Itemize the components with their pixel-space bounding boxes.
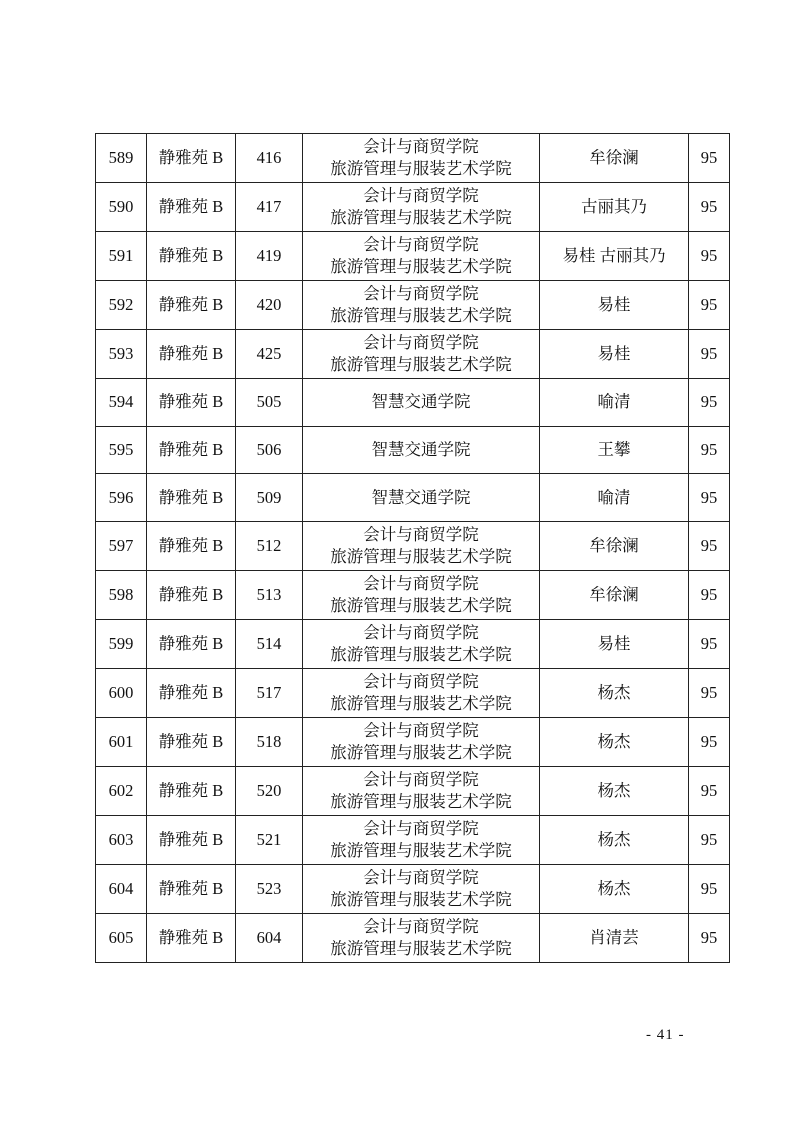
college-line: 旅游管理与服装艺术学院 [330, 694, 512, 714]
person-cell: 肖清芸 [540, 914, 689, 963]
building-cell: 静雅苑 B [147, 571, 236, 620]
college-line: 会计与商贸学院 [363, 137, 479, 156]
college-line: 智慧交通学院 [371, 392, 471, 412]
person-cell: 喻清 [540, 474, 689, 522]
college-cell [303, 865, 540, 914]
college-line: 旅游管理与服装艺术学院 [330, 547, 512, 567]
table-row [96, 232, 730, 281]
college-cell [303, 474, 540, 522]
table-row [96, 183, 730, 232]
row-number-cell: 592 [96, 281, 147, 330]
table-body [96, 134, 730, 963]
college-cell [303, 379, 540, 427]
college-line: 旅游管理与服装艺术学院 [330, 792, 512, 812]
row-number-cell: 602 [96, 767, 147, 816]
room-cell: 514 [236, 620, 303, 669]
college-line: 会计与商贸学院 [363, 186, 479, 205]
building-cell: 静雅苑 B [147, 914, 236, 963]
college-cell [303, 330, 540, 379]
college-line: 旅游管理与服装艺术学院 [330, 890, 512, 910]
building-cell: 静雅苑 B [147, 281, 236, 330]
college-line: 旅游管理与服装艺术学院 [330, 306, 512, 325]
room-cell: 517 [236, 669, 303, 718]
room-cell: 505 [236, 379, 303, 427]
score-cell: 95 [689, 330, 730, 379]
building-cell: 静雅苑 B [147, 767, 236, 816]
college-cell [303, 718, 540, 767]
row-number-cell: 599 [96, 620, 147, 669]
room-cell: 416 [236, 134, 303, 183]
college-line: 旅游管理与服装艺术学院 [330, 257, 512, 276]
building-cell: 静雅苑 B [147, 474, 236, 522]
college-cell [303, 134, 540, 183]
row-number-cell: 605 [96, 914, 147, 963]
college-line: 会计与商贸学院 [363, 770, 479, 790]
building-cell: 静雅苑 B [147, 330, 236, 379]
score-cell: 95 [689, 426, 730, 474]
college-line: 会计与商贸学院 [363, 721, 479, 741]
row-number-cell: 600 [96, 669, 147, 718]
row-number-cell: 603 [96, 816, 147, 865]
room-cell: 420 [236, 281, 303, 330]
score-cell: 95 [689, 232, 730, 281]
table-row [96, 718, 730, 767]
college-line: 旅游管理与服装艺术学院 [330, 355, 512, 374]
table-row [96, 571, 730, 620]
room-cell: 417 [236, 183, 303, 232]
college-line: 会计与商贸学院 [363, 868, 479, 888]
college-cell [303, 426, 540, 474]
table-row [96, 865, 730, 914]
row-number-cell: 596 [96, 474, 147, 522]
college-cell [303, 232, 540, 281]
college-line: 旅游管理与服装艺术学院 [330, 939, 512, 959]
person-cell: 易桂 [540, 330, 689, 379]
table-row [96, 474, 730, 522]
score-cell: 95 [689, 183, 730, 232]
college-line: 旅游管理与服装艺术学院 [330, 596, 512, 616]
building-cell: 静雅苑 B [147, 134, 236, 183]
row-number-cell: 593 [96, 330, 147, 379]
table-row [96, 767, 730, 816]
person-cell: 古丽其乃 [540, 183, 689, 232]
row-number-cell: 591 [96, 232, 147, 281]
college-cell [303, 522, 540, 571]
person-cell: 杨杰 [540, 816, 689, 865]
page-number: - 41 - [646, 1027, 685, 1043]
room-cell: 520 [236, 767, 303, 816]
dormitory-score-table [95, 133, 730, 963]
college-cell [303, 767, 540, 816]
score-cell: 95 [689, 134, 730, 183]
row-number-cell: 597 [96, 522, 147, 571]
person-cell: 杨杰 [540, 718, 689, 767]
row-number-cell: 594 [96, 379, 147, 427]
building-cell: 静雅苑 B [147, 718, 236, 767]
table-row [96, 620, 730, 669]
person-cell: 牟徐澜 [540, 571, 689, 620]
building-cell: 静雅苑 B [147, 620, 236, 669]
table-row [96, 134, 730, 183]
college-line: 会计与商贸学院 [363, 284, 479, 303]
row-number-cell: 601 [96, 718, 147, 767]
score-cell: 95 [689, 816, 730, 865]
score-cell: 95 [689, 620, 730, 669]
building-cell: 静雅苑 B [147, 816, 236, 865]
score-cell: 95 [689, 281, 730, 330]
room-cell: 523 [236, 865, 303, 914]
college-line: 旅游管理与服装艺术学院 [330, 208, 512, 227]
college-cell [303, 571, 540, 620]
college-line: 会计与商贸学院 [363, 672, 479, 692]
college-line: 会计与商贸学院 [363, 333, 479, 352]
college-cell [303, 281, 540, 330]
person-cell: 杨杰 [540, 767, 689, 816]
college-cell [303, 816, 540, 865]
college-line: 旅游管理与服装艺术学院 [330, 743, 512, 763]
score-cell: 95 [689, 669, 730, 718]
row-number-cell: 598 [96, 571, 147, 620]
person-cell: 王攀 [540, 426, 689, 474]
building-cell: 静雅苑 B [147, 183, 236, 232]
college-cell [303, 669, 540, 718]
room-cell: 604 [236, 914, 303, 963]
table-row [96, 669, 730, 718]
college-line: 旅游管理与服装艺术学院 [330, 159, 512, 178]
row-number-cell: 595 [96, 426, 147, 474]
table-row [96, 330, 730, 379]
person-cell: 牟徐澜 [540, 522, 689, 571]
college-line: 会计与商贸学院 [363, 525, 479, 545]
college-line: 旅游管理与服装艺术学院 [330, 645, 512, 665]
score-cell: 95 [689, 522, 730, 571]
score-cell: 95 [689, 718, 730, 767]
building-cell: 静雅苑 B [147, 426, 236, 474]
room-cell: 513 [236, 571, 303, 620]
room-cell: 509 [236, 474, 303, 522]
table-row [96, 914, 730, 963]
table-row [96, 281, 730, 330]
row-number-cell: 590 [96, 183, 147, 232]
college-line: 会计与商贸学院 [363, 574, 479, 594]
person-cell: 杨杰 [540, 865, 689, 914]
room-cell: 425 [236, 330, 303, 379]
table-row [96, 816, 730, 865]
college-cell [303, 914, 540, 963]
building-cell: 静雅苑 B [147, 522, 236, 571]
score-cell: 95 [689, 767, 730, 816]
building-cell: 静雅苑 B [147, 865, 236, 914]
building-cell: 静雅苑 B [147, 669, 236, 718]
room-cell: 419 [236, 232, 303, 281]
college-line: 智慧交通学院 [371, 487, 471, 507]
person-cell: 牟徐澜 [540, 134, 689, 183]
person-cell: 易桂 [540, 281, 689, 330]
building-cell: 静雅苑 B [147, 379, 236, 427]
person-cell: 喻清 [540, 379, 689, 427]
building-cell: 静雅苑 B [147, 232, 236, 281]
row-number-cell: 589 [96, 134, 147, 183]
table-row [96, 522, 730, 571]
room-cell: 512 [236, 522, 303, 571]
college-line: 会计与商贸学院 [363, 819, 479, 839]
person-cell: 易桂 古丽其乃 [540, 232, 689, 281]
college-cell [303, 620, 540, 669]
score-cell: 95 [689, 571, 730, 620]
row-number-cell: 604 [96, 865, 147, 914]
college-cell [303, 183, 540, 232]
college-line: 会计与商贸学院 [363, 623, 479, 643]
room-cell: 518 [236, 718, 303, 767]
person-cell: 杨杰 [540, 669, 689, 718]
room-cell: 521 [236, 816, 303, 865]
college-line: 会计与商贸学院 [363, 917, 479, 937]
score-cell: 95 [689, 914, 730, 963]
person-cell: 易桂 [540, 620, 689, 669]
score-cell: 95 [689, 865, 730, 914]
college-line: 会计与商贸学院 [363, 235, 479, 254]
college-line: 旅游管理与服装艺术学院 [330, 841, 512, 861]
table-row [96, 426, 730, 474]
room-cell: 506 [236, 426, 303, 474]
college-line: 智慧交通学院 [371, 440, 471, 460]
table-row [96, 379, 730, 427]
score-cell: 95 [689, 474, 730, 522]
score-cell: 95 [689, 379, 730, 427]
